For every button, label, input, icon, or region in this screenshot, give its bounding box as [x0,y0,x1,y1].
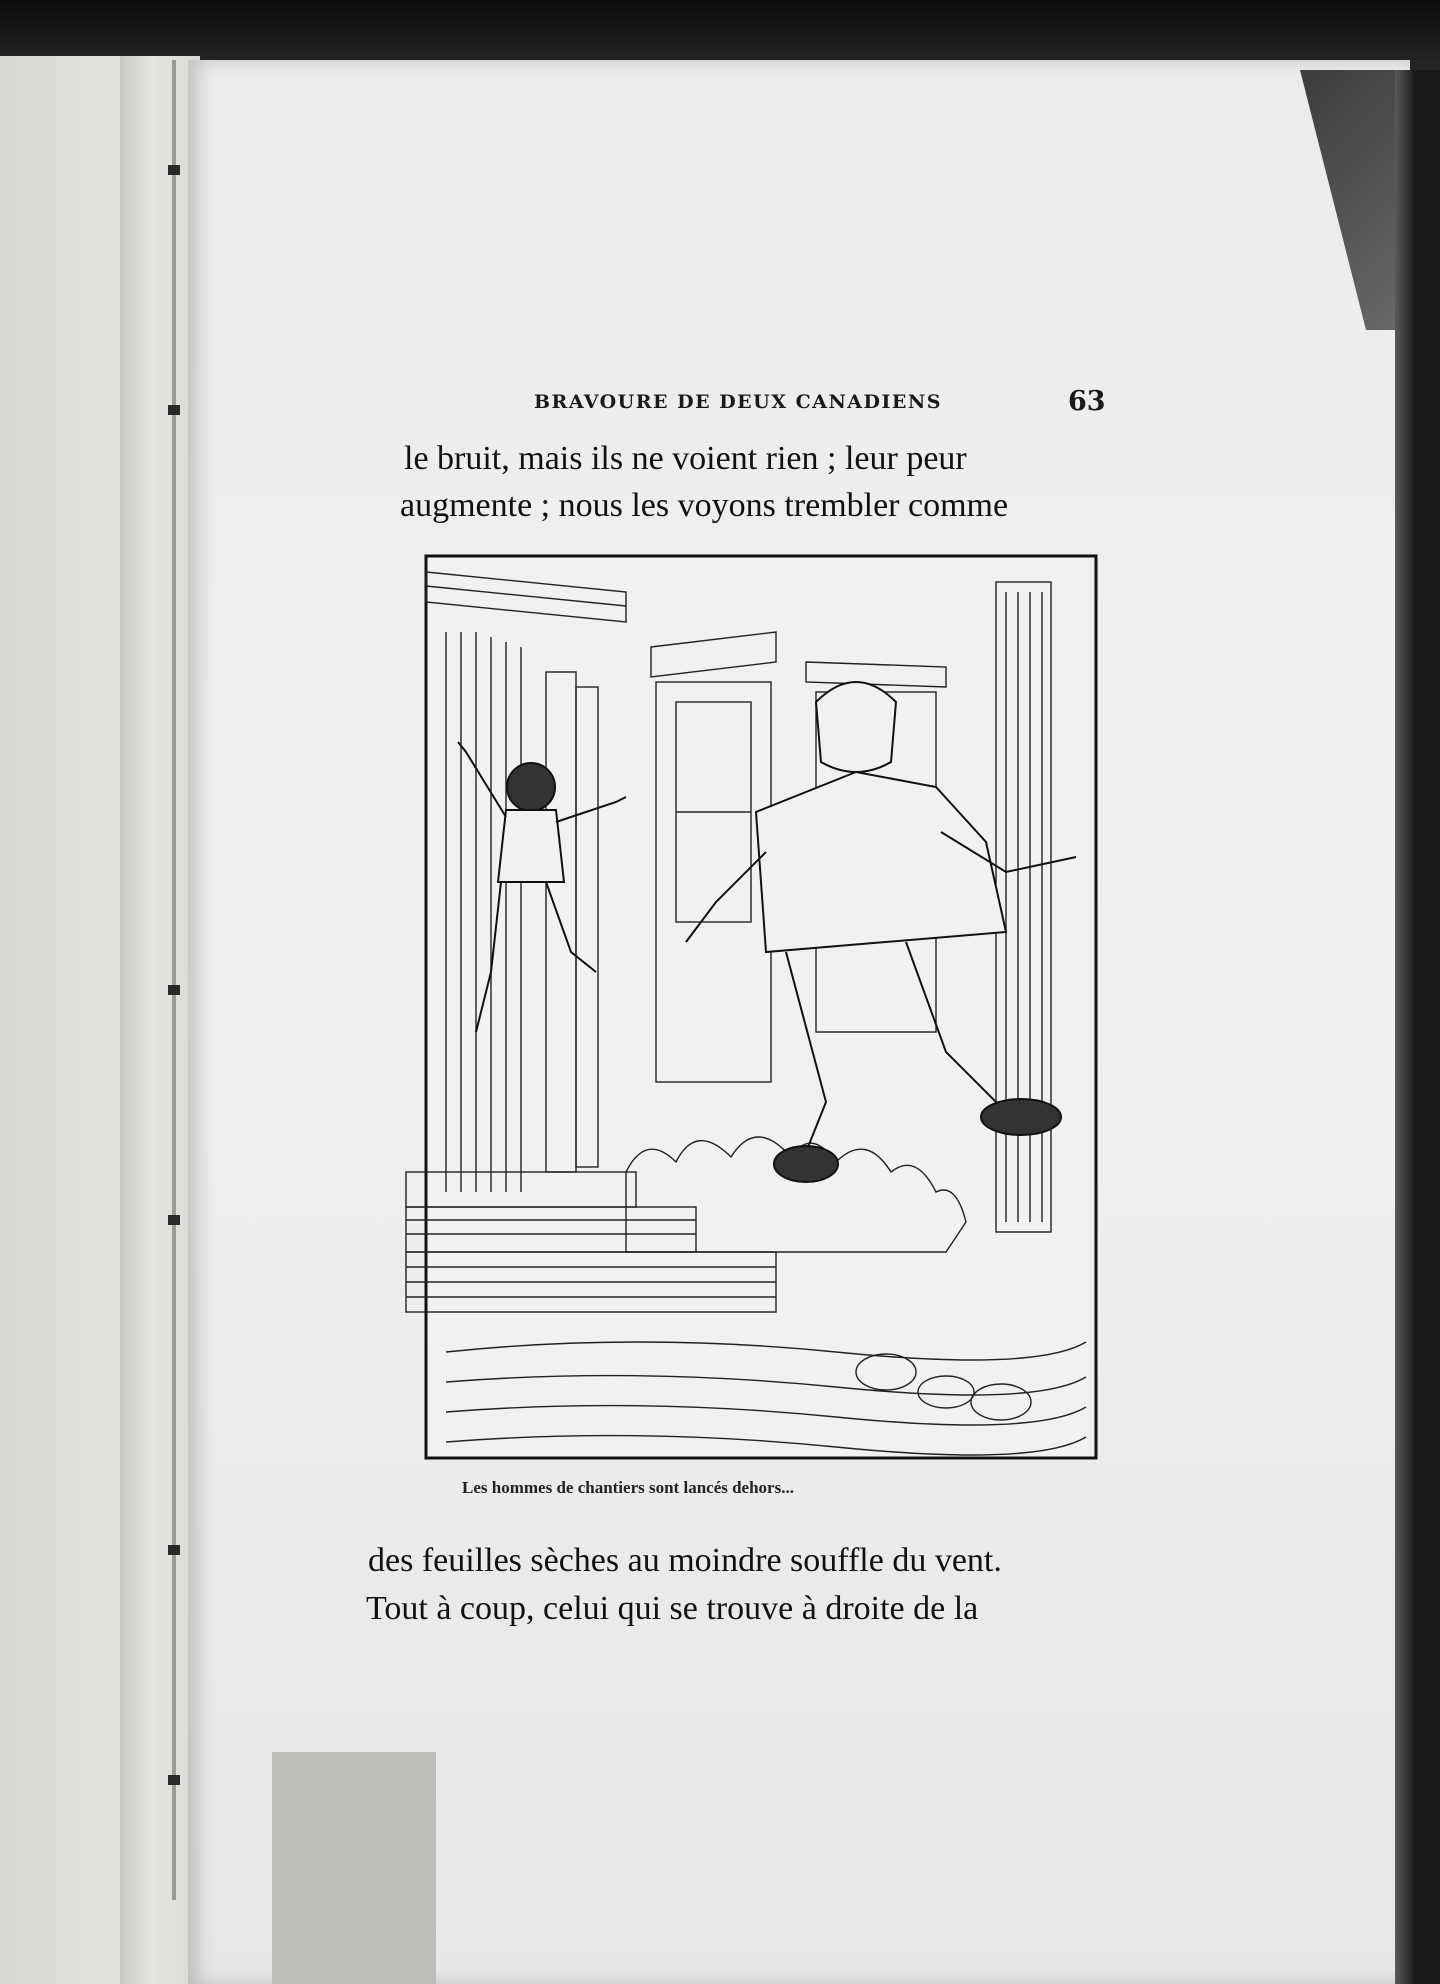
text-line-4: Tout à coup, celui qui se trouve à droite de la [366,1590,979,1627]
illustration-caption: Les hommes de chantiers sont lancés dehors... [462,1478,794,1497]
running-head: BRAVOURE DE DEUX CANADIENS [534,391,942,413]
paper-patch [272,1752,436,1984]
binding-stitch [168,985,180,995]
binding-stitch [168,405,180,415]
text-line-3: des feuilles sèches au moindre souffle du vent. [368,1542,1002,1579]
binding-stitch [168,1215,180,1225]
binding-stitch [168,165,180,175]
page-number: 63 [1068,386,1106,417]
binding-stitch [168,1545,180,1555]
engraving-illustration [386,552,1100,1492]
text-line-1: le bruit, mais ils ne voient rien ; leur peur [404,440,967,477]
page-edge-shadow [1395,70,1413,1984]
binding-stitch [168,1775,180,1785]
binding-thread [172,60,176,1900]
text-line-2: augmente ; nous les voyons trembler comme [400,487,1009,524]
